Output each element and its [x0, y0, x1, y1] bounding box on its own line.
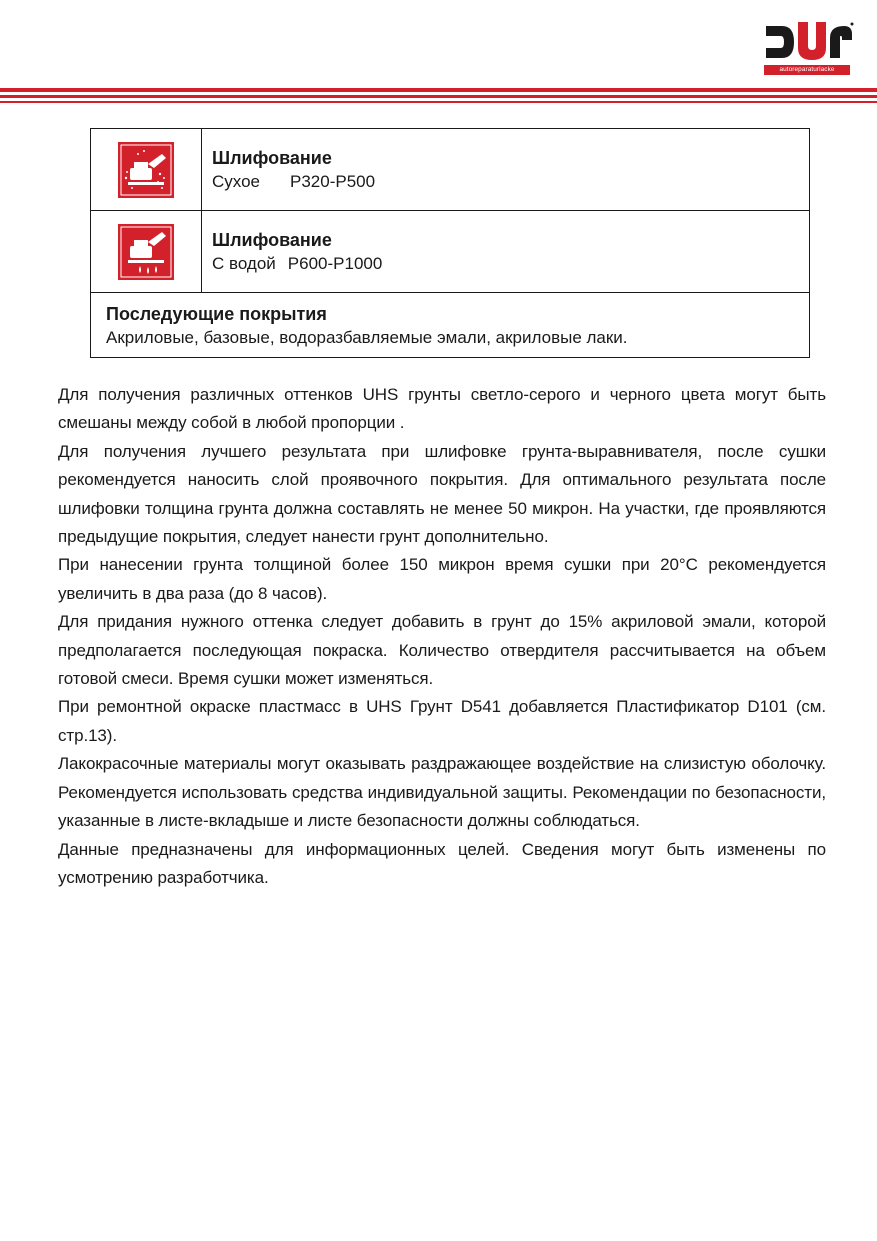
coatings-row [91, 293, 809, 357]
icon-cell [91, 129, 202, 210]
logo-subtext: autoreparaturlacke [764, 65, 850, 75]
paragraph: Для получения лучшего результата при шлифовке грунта-выравнивателя, после сушки рекомендуется наносить слой проявочного покрытия. Для оптимального результата после шлифовки толщина грунта должна составлять не менее 50 микрон. На участки, где проявляются предыдущие покрытия, следует нанести грунт дополнительно. [58, 441, 826, 547]
coatings-title: Последующие покрытия [106, 304, 327, 324]
sanding-method: С водой [212, 254, 276, 273]
table-row [91, 129, 809, 211]
paragraph: Для придания нужного оттенка следует добавить в грунт до 15% акриловой эмали, которой предполагается последующая покраска. Количество отвердителя рассчитывается на объем готовой смеси. Время сушки может изменяться. [58, 612, 826, 689]
sanding-dry-text [202, 129, 375, 210]
body-text [58, 381, 826, 892]
sanding-grade: P320-P500 [290, 172, 376, 191]
icon-cell [91, 211, 202, 292]
paragraph: При нанесении грунта толщиной более 150 микрон время сушки при 20°С рекомендуется увеличить в два раза (до 8 часов). [58, 555, 826, 603]
sanding-method: Сухое [212, 172, 260, 191]
table-row [91, 211, 809, 293]
row-title: Шлифование [212, 148, 332, 168]
paragraph: Данные предназначены для информационных целей. Сведения могут быть изменены по усмотрению разработчика. [58, 839, 826, 887]
sanding-grade: P600-P1000 [287, 254, 383, 273]
sanding-table [90, 128, 810, 358]
row-title: Шлифование [212, 230, 332, 250]
header-band [0, 88, 877, 92]
header-band [0, 95, 877, 98]
header-band [0, 101, 877, 103]
dry-sanding-icon [118, 142, 174, 198]
dur-logo-icon [764, 18, 854, 64]
wet-sanding-icon [118, 224, 174, 280]
paragraph: При ремонтной окраске пластмасс в UHS Грунт D541 добавляется Пластификатор D101 (см. стр.13). [58, 697, 826, 745]
paragraph: Лакокрасочные материалы могут оказывать раздражающее воздействие на слизистую оболочку. Рекомендуется использовать средства индивидуальной защиты. Рекомендации по безопасности, указанные в листе-вкладыше и листе безопасности должны соблюдаться. [58, 754, 826, 831]
brand-logo [764, 18, 854, 78]
coatings-text: Акриловые, базовые, водоразбавляемые эмали, акриловые лаки. [106, 328, 628, 347]
sanding-wet-text [202, 211, 382, 292]
paragraph: Для получения различных оттенков UHS грунты светло-серого и черного цвета могут быть смешаны между собой в любой пропорции . [58, 385, 826, 433]
